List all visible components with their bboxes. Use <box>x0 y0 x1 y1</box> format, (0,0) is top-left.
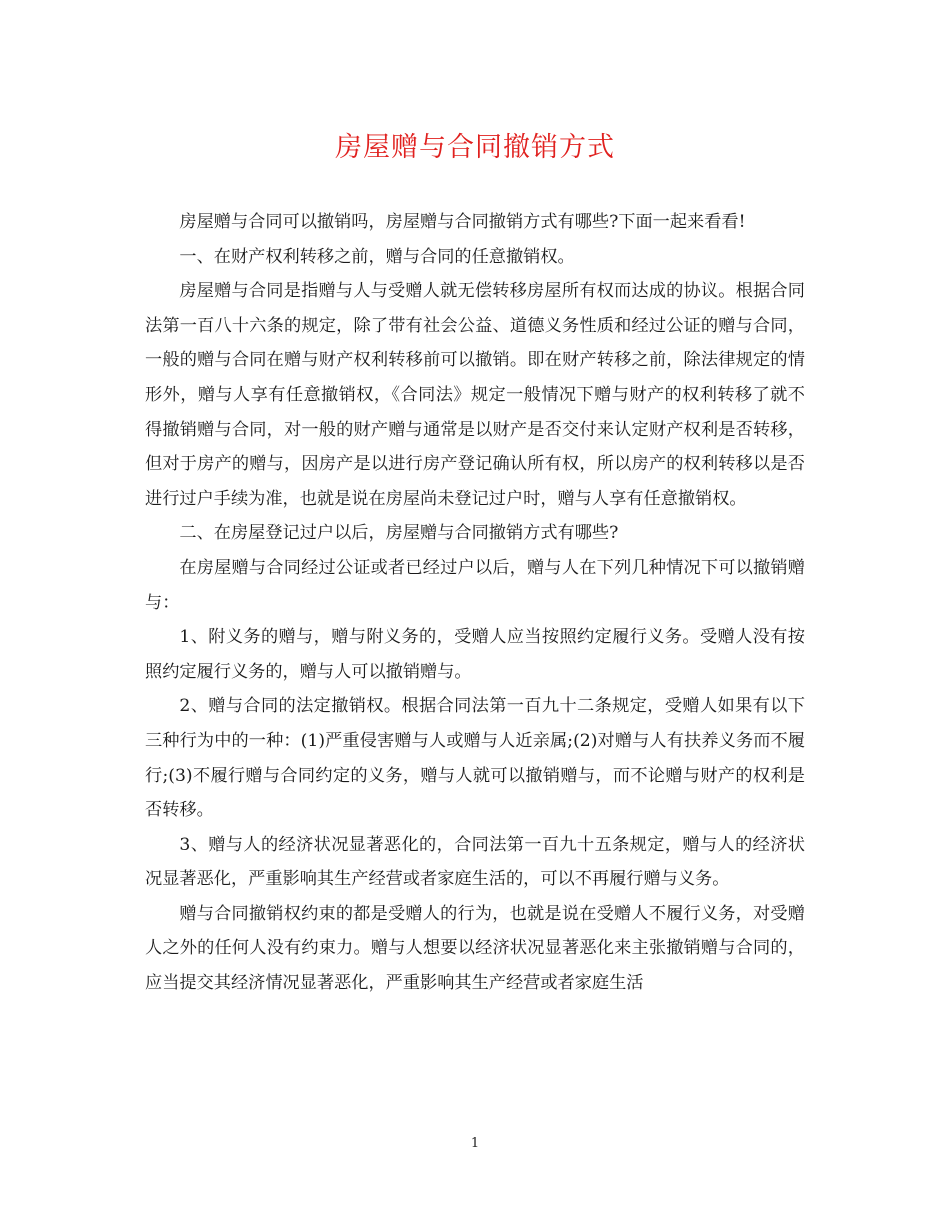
document-body <box>145 205 805 1001</box>
paragraph: 房屋赠与合同可以撤销吗，房屋赠与合同撤销方式有哪些?下面一起来看看! <box>179 212 746 232</box>
paragraph: 一、在财产权利转移之前，赠与合同的任意撤销权。 <box>179 246 575 267</box>
paragraph: 1、附义务的赠与，赠与附义务的，受赠人应当按照约定履行义务。受赠人没有按照约定履行义务的，赠与人可以撤销赠与。 <box>145 627 805 682</box>
paragraph: 房屋赠与合同是指赠与人与受赠人就无偿转移房屋所有权而达成的协议。根据合同法第一百八十六条的规定，除了带有社会公益、道德义务性质和经过公证的赠与合同，一般的赠与合同在赠与财产权利转移前可以撤销。即在财产转移之前，除法律规定的情形外，赠与人享有任意撤销权，《合同法》规定一般情况下赠与财产的权利转移了就不得撤销赠与合同，对一般的财产赠与通常是以财产是否交付来认定财产权利是否转移，但对于房产的赠与，因房产是以进行房产登记确认所有权，所以房产的权利转移以是否进行过户手续为准，也就是说在房屋尚未登记过户时，赠与人享有任意撤销权。 <box>145 281 805 509</box>
document-title: 房屋赠与合同撤销方式 <box>335 132 615 163</box>
paragraph: 赠与合同撤销权约束的都是受赠人的行为，也就是说在受赠人不履行义务，对受赠人之外的任何人没有约束力。赠与人想要以经济状况显著恶化来主张撤销赠与合同的，应当提交其经济情况显著恶化，严重影响其生产经营或者家庭生活 <box>145 903 805 994</box>
paragraph: 在房屋赠与合同经过公证或者已经过户以后，赠与人在下列几种情况下可以撤销赠与： <box>145 557 805 613</box>
paragraph: 3、赠与人的经济状况显著恶化的，合同法第一百九十五条规定，赠与人的经济状况显著恶化，严重影响其生产经营或者家庭生活的，可以不再履行赠与义务。 <box>145 834 805 890</box>
paragraph: 2、赠与合同的法定撤销权。根据合同法第一百九十二条规定，受赠人如果有以下三种行为中的一种：(1)严重侵害赠与人或赠与人近亲属;(2)对赠与人有扶养义务而不履行;(3)不履行赠与合同约定的义务，赠与人就可以撤销赠与，而不论赠与财产的权利是否转移。 <box>145 696 805 821</box>
paragraph: 二、在房屋登记过户以后，房屋赠与合同撤销方式有哪些? <box>179 523 619 544</box>
page-number: 1 <box>470 1136 480 1151</box>
